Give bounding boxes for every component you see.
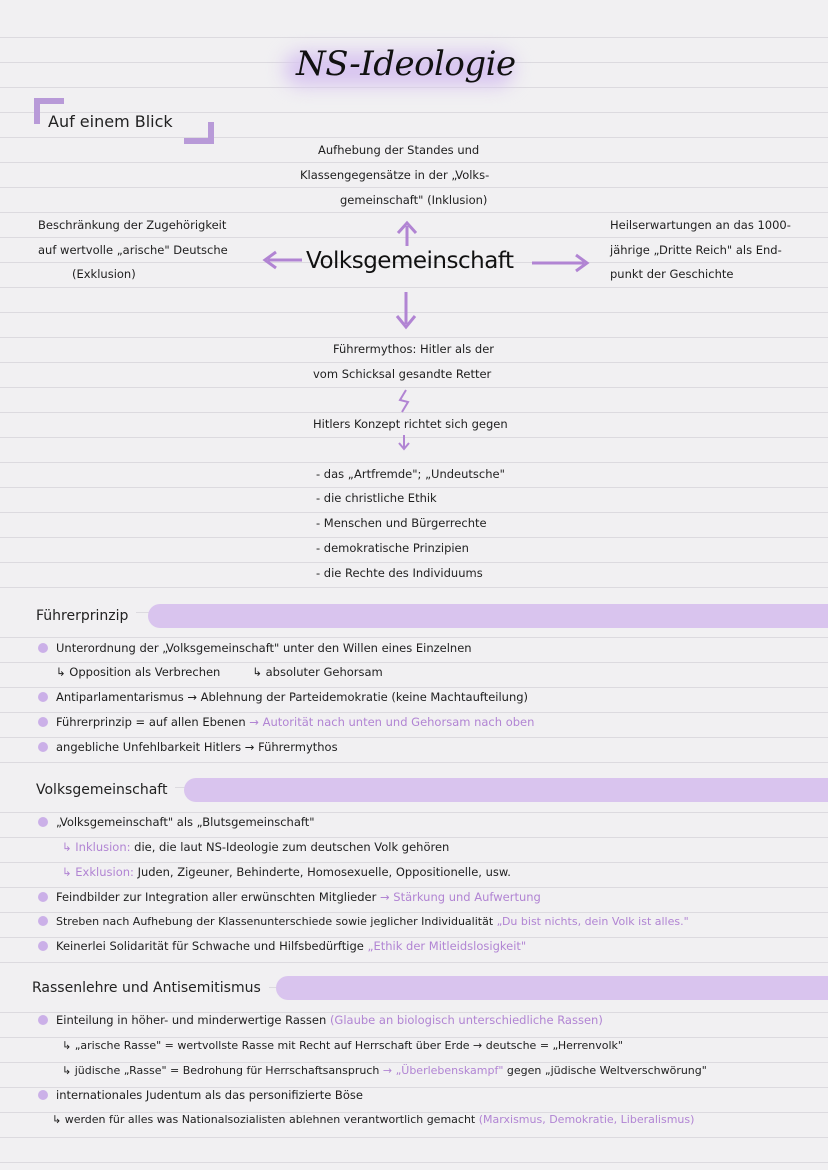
bullet-icon <box>38 717 48 727</box>
bullet-icon <box>38 941 48 951</box>
bullet-icon <box>38 1090 48 1100</box>
mindmap-right-line: punkt der Geschichte <box>610 267 734 281</box>
bracket-decoration-icon <box>184 122 214 144</box>
against-item: - die christliche Ethik <box>316 491 437 505</box>
mindmap-left-line: auf wertvolle „arische" Deutsche <box>38 243 228 257</box>
section-header-rassenlehre <box>0 976 828 1000</box>
list-item: angebliche Unfehlbarkeit Hitlers → Führermythos <box>38 735 338 760</box>
bullet-icon <box>38 892 48 902</box>
list-item: ↳ werden für alles was Nationalsozialisten ablehnen verantwortlich gemacht (Marxismus, Demokratie, Liberalismus) <box>52 1113 695 1126</box>
list-item: internationales Judentum als das personifizierte Böse <box>38 1083 363 1108</box>
against-item: - Menschen und Bürgerrechte <box>316 516 487 530</box>
list-item: Führerprinzip = auf allen Ebenen → Autorität nach unten und Gehorsam nach oben <box>38 710 534 735</box>
list-item: ↳ Exklusion: Juden, Zigeuner, Behinderte, Homosexuelle, Oppositionelle, usw. <box>62 865 511 879</box>
bullet-icon <box>38 817 48 827</box>
mindmap-left-line: (Exklusion) <box>72 267 136 281</box>
mindmap-bottom-line: vom Schicksal gesandte Retter <box>313 367 492 381</box>
against-item: - demokratische Prinzipien <box>316 541 469 555</box>
list-item: Keinerlei Solidarität für Schwache und Hilfsbedürftige „Ethik der Mitleidslosigkeit" <box>38 934 526 959</box>
section-header-volksgemeinschaft <box>0 778 828 802</box>
list-item: ↳ Opposition als Verbrechen ↳ absoluter Gehorsam <box>56 665 383 679</box>
against-item: - die Rechte des Individuums <box>316 566 483 580</box>
section-title: Führerprinzip <box>0 604 136 628</box>
list-item: Antiparlamentarismus → Ablehnung der Parteidemokratie (keine Machtaufteilung) <box>38 685 528 710</box>
section-header-fuehrerprinzip <box>0 604 828 628</box>
mindmap-top-line: gemeinschaft" (Inklusion) <box>340 193 488 207</box>
list-item: Unterordnung der „Volksgemeinschaft" unter den Willen eines Einzelnen <box>38 636 472 661</box>
mindmap-left-line: Beschränkung der Zugehörigkeit <box>38 218 227 232</box>
bullet-icon <box>38 742 48 752</box>
mindmap-top-line: Aufhebung der Standes und <box>318 143 480 157</box>
lightning-icon <box>396 388 412 414</box>
arrow-right-icon <box>530 253 590 273</box>
mindmap-right-line: jährige „Dritte Reich" als End- <box>610 243 782 257</box>
section-title: Volksgemeinschaft <box>0 778 175 802</box>
against-item: - das „Artfremde"; „Undeutsche" <box>316 467 505 481</box>
list-item: Feindbilder zur Integration aller erwünschten Mitglieder → Stärkung und Aufwertung <box>38 885 541 910</box>
bullet-icon <box>38 643 48 653</box>
mindmap-top-line: Klassengegensätze in der „Volks- <box>300 168 490 182</box>
list-item: ↳ „arische Rasse" = wertvollste Rasse mit Recht auf Herrschaft über Erde → deutsche = „Herrenvolk" <box>62 1039 623 1052</box>
list-item: Streben nach Aufhebung der Klassenunterschiede sowie jeglicher Individualität „Du bist nichts, dein Volk ist alles." <box>38 909 689 934</box>
list-item: ↳ Inklusion: die, die laut NS-Ideologie zum deutschen Volk gehören <box>62 840 450 854</box>
glance-heading: Auf einem Blick <box>48 112 173 131</box>
list-item: ↳ jüdische „Rasse" = Bedrohung für Herrschaftsanspruch → „Überlebenskampf" gegen „jüdische Weltverschwörung" <box>62 1064 707 1077</box>
mindmap-right-line: Heilserwartungen an das 1000- <box>610 218 791 232</box>
page-title: NS-Ideologie <box>296 44 516 84</box>
bullet-icon <box>38 1015 48 1025</box>
arrow-left-icon <box>262 250 304 270</box>
arrow-down-icon <box>394 290 418 330</box>
mindmap-bottom-line: Führermythos: Hitler als der <box>333 342 494 356</box>
arrow-up-icon <box>395 220 419 248</box>
mindmap-center: Volksgemeinschaft <box>306 248 514 274</box>
concept-line: Hitlers Konzept richtet sich gegen <box>313 417 508 431</box>
list-item: Einteilung in höher- und minderwertige Rassen (Glaube an biologisch unterschiedliche Rassen) <box>38 1008 603 1033</box>
arrow-down-small-icon <box>396 434 412 452</box>
section-title: Rassenlehre und Antisemitismus <box>0 976 269 1000</box>
bullet-icon <box>38 692 48 702</box>
list-item: „Volksgemeinschaft" als „Blutsgemeinschaft" <box>38 810 315 835</box>
bullet-icon <box>38 916 48 926</box>
